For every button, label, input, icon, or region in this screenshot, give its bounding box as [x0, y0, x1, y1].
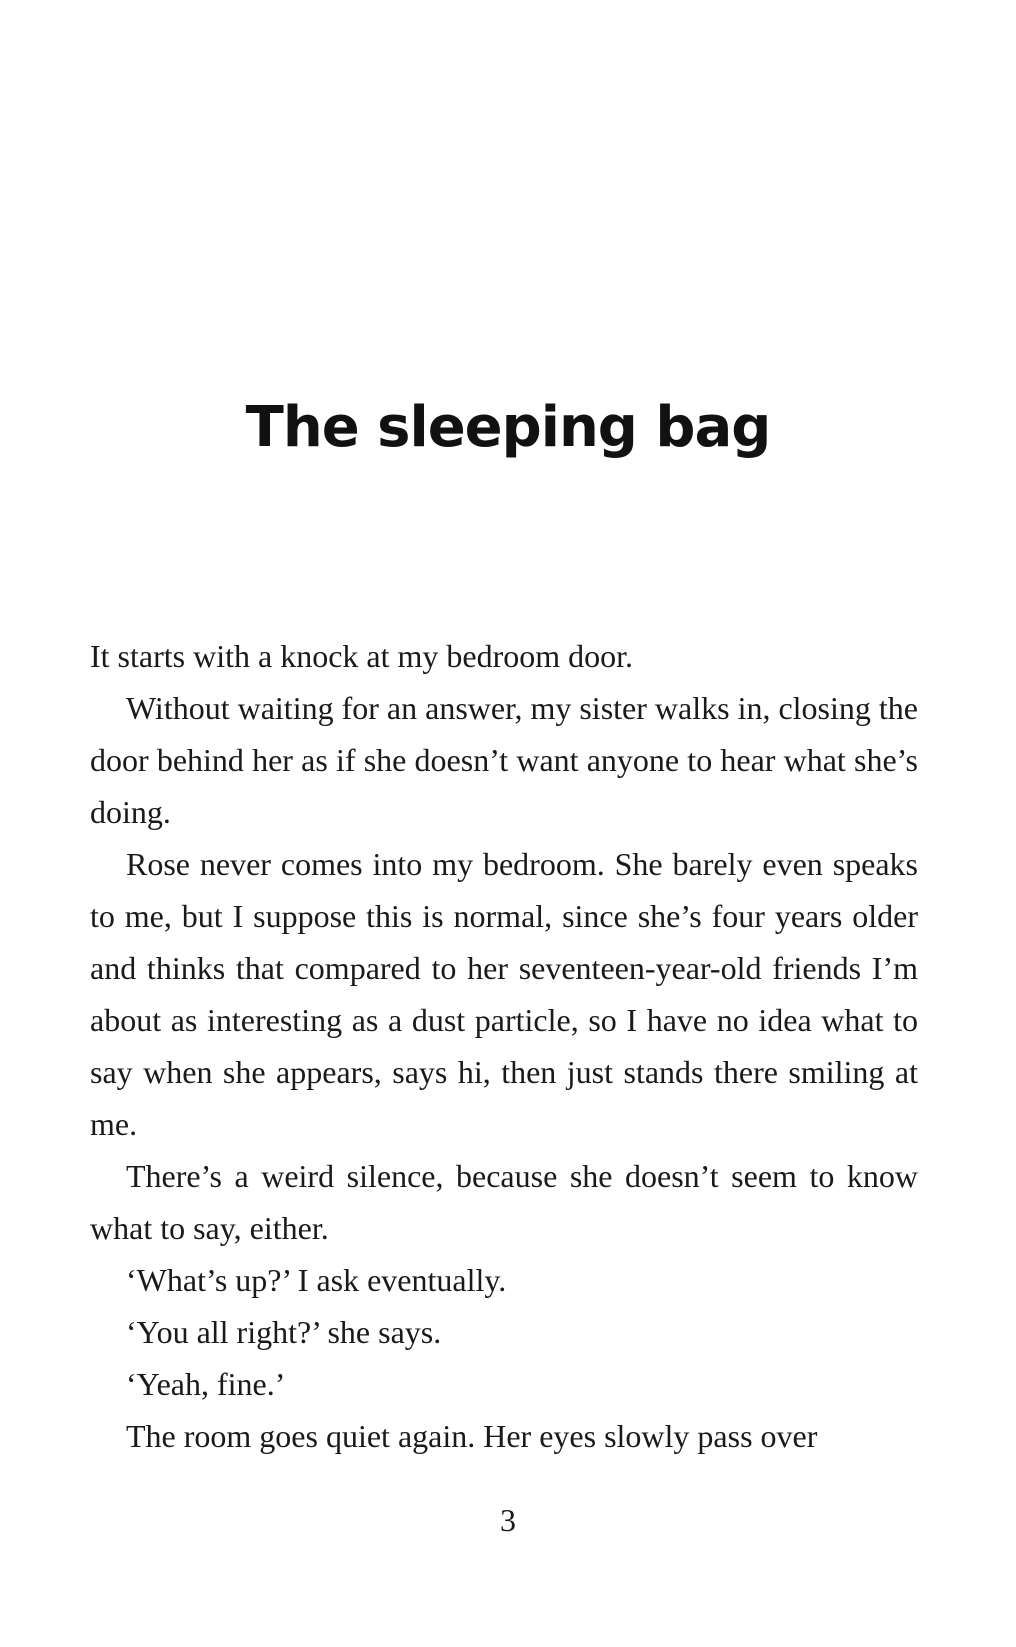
paragraph: Rose never comes into my bedroom. She barely even speaks to me, but I suppose this is normal, since she’s four years older and thinks that compared to her seventeen-year-old friends I’m about as interesting as a dust particle, so I have no idea what to say when she appears, says hi, then just stands there smiling at me. — [90, 846, 918, 1142]
paragraph: The room goes quiet again. Her eyes slowly pass over — [126, 1418, 818, 1454]
paragraph: Without waiting for an answer, my sister walks in, closing the door behind her as if she doesn’t want anyone to hear what she’s doing. — [90, 690, 918, 830]
paragraph: It starts with a knock at my bedroom door. — [90, 638, 634, 674]
page-number: 3 — [500, 1502, 516, 1538]
paragraph: There’s a weird silence, because she doesn’t seem to know what to say, either. — [90, 1158, 918, 1246]
paragraph: ‘Yeah, fine.’ — [126, 1366, 286, 1402]
chapter-body — [90, 630, 918, 1462]
paragraph: ‘What’s up?’ I ask eventually. — [126, 1262, 507, 1298]
chapter-title: The sleeping bag — [245, 395, 771, 460]
paragraph: ‘You all right?’ she says. — [126, 1314, 442, 1350]
